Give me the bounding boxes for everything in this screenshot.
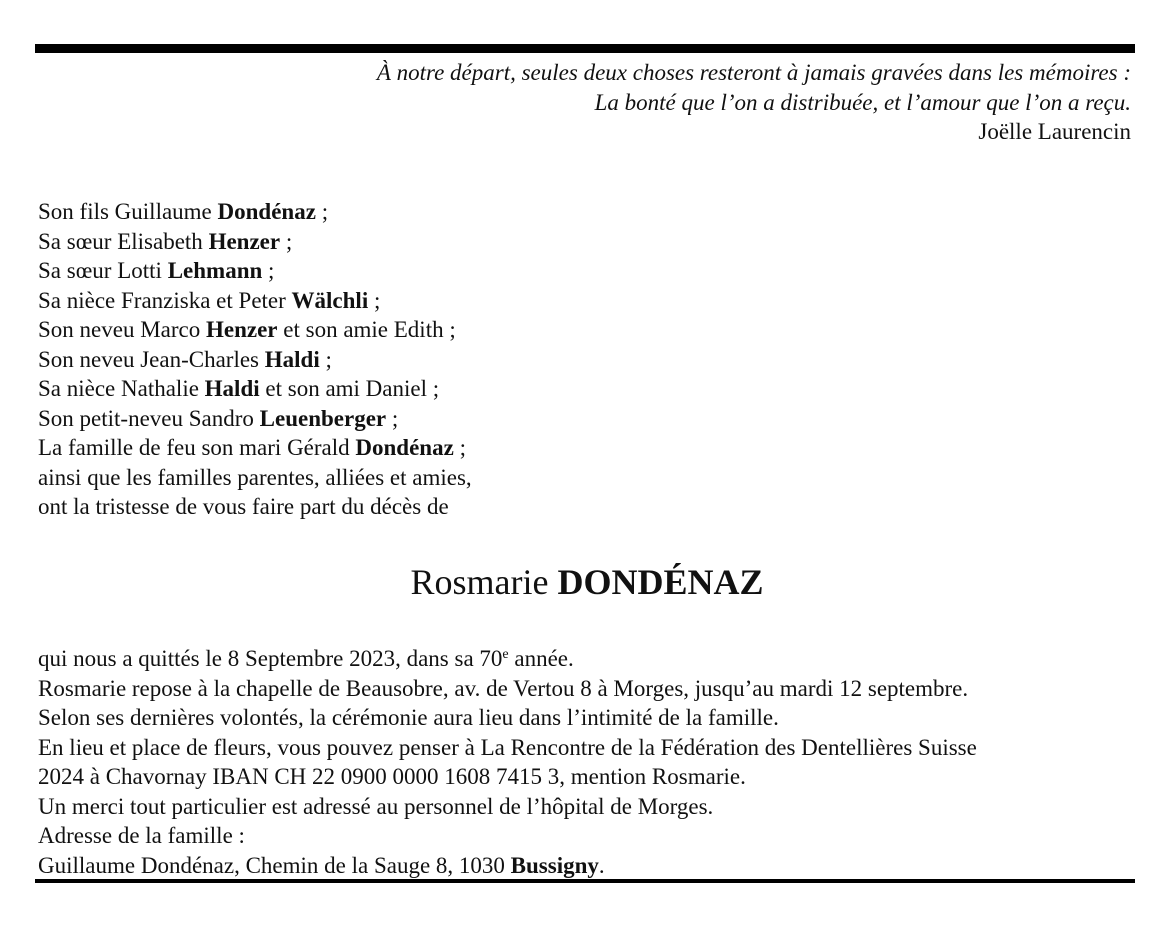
deceased-first-name: Rosmarie [410,562,558,602]
family-line-text: Sa nièce Franziska et Peter [38,287,292,313]
family-line [38,433,472,463]
deceased-name [0,560,1174,604]
family-line-suffix: ; [319,346,332,372]
family-line-text: Son petit-neveu Sandro [38,405,260,431]
family-line-text: Sa sœur Lotti [38,258,168,283]
ordinal-suffix: e [502,647,509,662]
family-surname: Dondénaz [217,199,316,224]
family-line-text: Son neveu Jean-Charles [38,346,265,372]
family-surname: Haldi [204,376,260,401]
family-line-suffix: ; [315,199,329,224]
epigraph-line-2: La bonté que l’on a distribuée, et l’amour que l’on a reçu. [594,89,1131,115]
bottom-rule [35,879,1135,883]
family-line [38,345,472,375]
ceremony-line: Selon ses dernières volontés, la cérémonie aura lieu dans l’intimité de la famille. [38,705,779,730]
family-line [38,227,472,257]
family-line-text: Son fils Guillaume [38,199,218,224]
family-line [38,197,472,227]
family-line-text: ainsi que les familles parentes, alliées et amies, [38,464,472,490]
family-line [38,286,472,316]
family-line-suffix: ; [386,405,399,431]
family-line-suffix: ; [262,258,275,283]
family-surname: Dondénaz [355,435,454,460]
epigraph-author: Joëlle Laurencin [978,119,1131,144]
thanks-line: Un merci tout particulier est adressé au personnel de l’hôpital de Morges. [38,793,714,819]
family-address [38,851,977,881]
family-line [38,374,472,404]
death-date-suffix: année. [508,646,574,671]
family-line-suffix: ; [453,435,466,460]
family-surname: Henzer [208,228,281,254]
viewing-line: Rosmarie repose à la chapelle de Beausobre, av. de Vertou 8 à Morges, jusqu’au mardi 12 septembre. [38,675,969,701]
family-surname: Lehmann [167,258,263,283]
family-surname: Wälchli [291,287,369,313]
family-line [38,256,472,286]
epigraph [377,58,1131,147]
family-line [38,463,472,493]
death-date-line [38,644,977,674]
address-suffix: . [598,852,605,878]
death-date-text: qui nous a quittés le 8 Septembre 2023, dans sa 70 [38,646,503,671]
family-line-text: ont la tristesse de vous faire part du décès de [38,494,449,519]
family-line [38,315,472,345]
family-line-suffix: et son ami Daniel ; [259,376,440,401]
family-surname: Leuenberger [259,405,387,431]
epigraph-line-1: À notre départ, seules deux choses resteront à jamais gravées dans les mémoires : [376,60,1131,85]
family-line-suffix: et son amie Edith ; [277,317,456,342]
family-surname: Haldi [264,346,320,372]
address-town: Bussigny [510,852,599,878]
donation-line-2: 2024 à Chavornay IBAN CH 22 0900 0000 1608 7415 3, mention Rosmarie. [38,764,746,789]
address-text: Guillaume Dondénaz, Chemin de la Sauge 8, 1030 [38,852,511,878]
family-list [38,197,472,522]
family-surname: Henzer [206,317,278,342]
family-line-text: Son neveu Marco [38,317,206,342]
family-line [38,492,472,522]
top-rule [35,44,1135,53]
family-line-text: Sa nièce Nathalie [38,376,205,401]
family-line-text: Sa sœur Elisabeth [38,228,209,254]
family-line-suffix: ; [280,228,293,254]
announcement-details [38,644,977,880]
family-line-text: La famille de feu son mari Gérald [38,435,356,460]
family-line-suffix: ; [368,287,381,313]
address-label: Adresse de la famille : [38,823,245,848]
family-line [38,404,472,434]
donation-line-1: En lieu et place de fleurs, vous pouvez penser à La Rencontre de la Fédération des Dentellières Suisse [38,734,977,760]
deceased-last-name: DONDÉNAZ [557,562,764,602]
